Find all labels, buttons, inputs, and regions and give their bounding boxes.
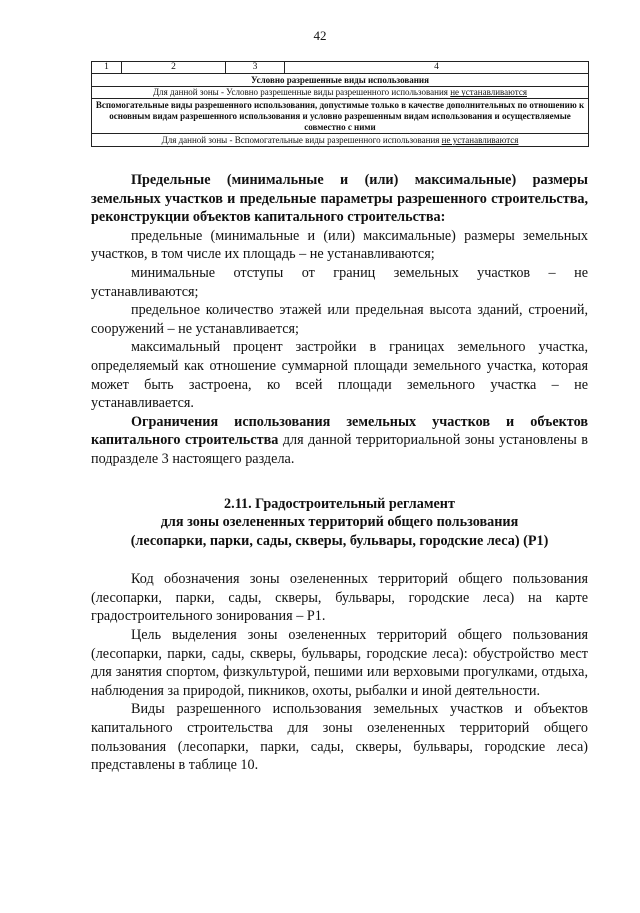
restrictions-bold-text: Ограничения использования земельных участков и объектов капитального строительства [91,413,588,449]
restrictions-paragraph [91,413,588,469]
conditional-uses-note-underlined: не устанавливаются [450,87,527,98]
permitted-uses-table [91,61,589,147]
section-title-line-3: (лесопарки, парки, сады, скверы, бульвары, городские леса) (Р1) [130,532,549,549]
limits-heading: Предельные (минимальные и (или) максимальные) размеры земельных участков и предельные параметры разрешенного строительства, реконструкции объектов капитального строительства: [91,172,588,226]
limits-item: предельное количество этажей или предельная высота зданий, строений, сооружений – не устанавливается; [91,302,588,337]
document-body [91,171,588,775]
section-title-line-2: для зоны озелененных территорий общего пользования [160,514,519,531]
page-number: 42 [313,28,327,43]
auxiliary-uses-note-cell [92,134,589,147]
conditional-uses-header-cell: Условно разрешенные виды использования [92,74,589,87]
table-row [92,74,589,87]
section-title-line-1: 2.11. Градостроительный регламент [224,495,455,512]
section-paragraph: Код обозначения зоны озелененных территорий общего пользования (лесопарки, парки, сады, скверы, бульвары, городские леса) на карте градостроительного зонирования – Р1. [91,571,588,625]
column-number-cell: 1 [92,62,122,74]
conditional-uses-note-cell [92,87,589,99]
limits-item: предельные (минимальные и (или) максимальные) размеры земельных участков, в том числе их площадь – не устанавливаются; [91,227,588,263]
column-number-cell: 2 [122,62,226,74]
table-row [92,99,589,134]
column-number-cell: 3 [226,62,285,74]
auxiliary-uses-header-cell: Вспомогательные виды разрешенного использования, допустимые только в качестве дополнительных по отношению к основным видам разрешенного использования и условно разрешенным видам использования и осуществляемые совместно с ними [92,99,589,134]
table-row [92,87,589,99]
column-number-cell: 4 [285,62,589,74]
table-row [92,134,589,147]
conditional-uses-note-text: Для данной зоны - Условно разрешенные виды разрешенного использования [153,87,451,98]
section-paragraph: Цель выделения зоны озелененных территорий общего пользования (лесопарки, парки, сады, скверы, бульвары, городские леса): обустройство мест для занятия спортом, физкультурой, пешими или верховыми прогулками, отдыха, наблюдения за природой, пикников, охоты, рыбалки и иной деятельности. [91,627,588,699]
limits-item: минимальные отступы от границ земельных участков – не устанавливаются; [91,264,588,300]
restrictions-text: для данной территориальной зоны установлены в подразделе 3 настоящего раздела. [91,432,588,467]
limits-item: максимальный процент застройки в границах земельного участка, определяемый как отношение суммарной площади земельного участка, которая может быть застроена, ко всей площади земельного участка – не устанавливается. [91,339,588,412]
auxiliary-uses-note-underlined: не устанавливаются [441,134,519,145]
auxiliary-uses-note-text: Для данной зоны - Вспомогательные виды разрешенного использования [161,134,442,145]
section-paragraph: Виды разрешенного использования земельных участков и объектов капитального строительства для зоны озелененных территорий общего пользования (лесопарки, парки, сады, скверы, бульвары, городские леса) представлены в таблице 10. [91,701,588,774]
table-column-numbers-row [92,62,589,74]
